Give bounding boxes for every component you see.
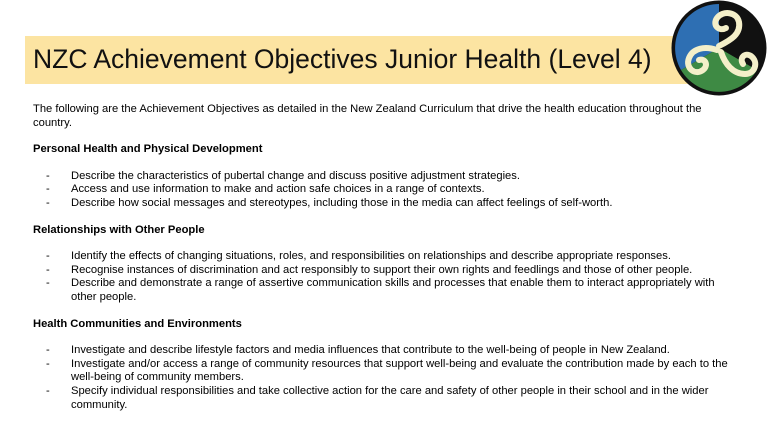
list-item [33,183,735,197]
bullet-dash: - [46,277,50,290]
section-health-communities [33,318,735,413]
objectives-content [33,103,735,425]
list-item [33,385,735,412]
objective-text: Describe how social messages and stereotypes, including those in the media can affect feelings of self-worth. [71,196,613,209]
list-item [33,358,735,385]
section-relationships [33,224,735,305]
objective-list [33,170,735,211]
koru-spiral-logo-icon [671,0,767,96]
section-personal-health [33,143,735,210]
objective-list [33,344,735,412]
objective-text: Specify individual responsibilities and take collective action for the care and safety of other people in their school and in the wider community. [71,384,709,411]
bullet-dash: - [46,169,50,182]
list-item [33,197,735,211]
section-heading: Health Communities and Environments [33,317,242,330]
section-heading: Relationships with Other People [33,223,205,236]
objective-text: Describe the characteristics of pubertal change and discuss positive adjustment strategies. [71,169,520,182]
list-item [33,344,735,358]
bullet-dash: - [46,384,50,397]
bullet-dash: - [46,263,50,276]
list-item [33,264,735,278]
objective-text: Investigate and/or access a range of community resources that support well-being and evaluate the contribution made by each to the well-being of community members. [71,357,728,384]
page-title: NZC Achievement Objectives Junior Health (Level 4) [33,44,652,74]
objective-text: Identify the effects of changing situations, roles, and responsibilities on relationships and describe appropriate responses. [71,250,671,263]
objective-list [33,250,735,304]
list-item [33,250,735,264]
bullet-dash: - [46,196,50,209]
objective-text: Recognise instances of discrimination and act responsibly to support their own rights and feedlings and those of other people. [71,263,693,276]
section-heading: Personal Health and Physical Development [33,143,263,156]
bullet-dash: - [46,250,50,263]
objective-text: Access and use information to make and action safe choices in a range of contexts. [71,183,485,196]
list-item [33,170,735,184]
bullet-dash: - [46,344,50,357]
bullet-dash: - [46,183,50,196]
intro-paragraph: The following are the Achievement Objectives as detailed in the New Zealand Curriculum that drive the health education throughout the country. [33,103,702,129]
bullet-dash: - [46,357,50,370]
list-item [33,277,735,304]
objective-text: Describe and demonstrate a range of assertive communication skills and processes that enable them to interact appropriately with other people. [71,277,715,303]
objective-text: Investigate and describe lifestyle factors and media influences that contribute to the well-being of people in New Zealand. [71,344,670,357]
